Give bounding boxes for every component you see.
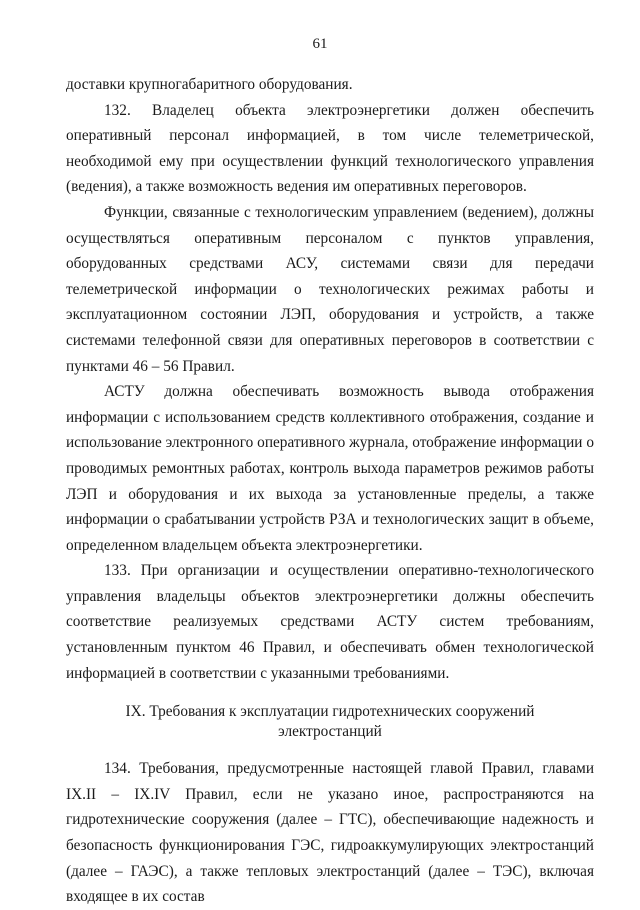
section-heading-line2: электростанций — [278, 723, 382, 741]
document-body — [66, 72, 594, 910]
page-number: 61 — [312, 36, 328, 52]
paragraph: 133. При организации и осуществлении оперативно-технологического управления владельцы объектов электроэнергетики должны обеспечить соответствие реализуемых средствами АСТУ систем требованиям, установленным пунктом 46 Правил, и обеспечивать обмен технологической информацией в соответствии с указанными требованиями. — [66, 562, 594, 682]
paragraph: 134. Требования, предусмотренные настоящей главой Правил, главами IX.II – IX.IV Правил, если не указано иное, распространяются на гидротехнические сооружения (далее – ГТС), обеспечивающие надежность и безопасность функционирования ГЭС, гидроаккумулирующих электростанций (далее – ГАЭС), а также тепловых электростанций (далее – ТЭС), включая входящее в их состав — [66, 760, 594, 906]
paragraph: доставки крупногабаритного оборудования. — [66, 76, 353, 93]
paragraphs-after-heading — [66, 756, 594, 910]
paragraph: Функции, связанные с технологическим управлением (ведением), должны осуществляться оперативным персоналом с пунктов управления, оборудованных средствами АСУ, системами связи для передачи телеметрической информации о технологических режимах работы и эксплуатационном состоянии ЛЭП, оборудования и устройств, а также системами телефонной связи для оперативных переговоров в соответствии с пунктами 46 – 56 Правил. — [66, 203, 594, 375]
section-heading-line1: IX. Требования к эксплуатации гидротехнических сооружений — [125, 703, 535, 721]
section-heading — [66, 702, 594, 742]
paragraph: 132. Владелец объекта электроэнергетики должен обеспечить оперативный персонал информацией, в том числе телеметрической, необходимой ему при осуществлении функций технологического управления (ведения), а также возможность ведения им оперативных переговоров. — [66, 101, 594, 196]
paragraphs-before-heading — [66, 72, 594, 686]
paragraph: АСТУ должна обеспечивать возможность вывода отображения информации с использованием средств коллективного отображения, создание и использование электронного оперативного журнала, отображение информации о проводимых ремонтных работах, контроль выхода параметров режимов работы ЛЭП и оборудования и их выхода за установленные пределы, а также информации о срабатывании устройств РЗА и технологических защит в объеме, определенном владельцем объекта электроэнергетики. — [66, 383, 594, 554]
